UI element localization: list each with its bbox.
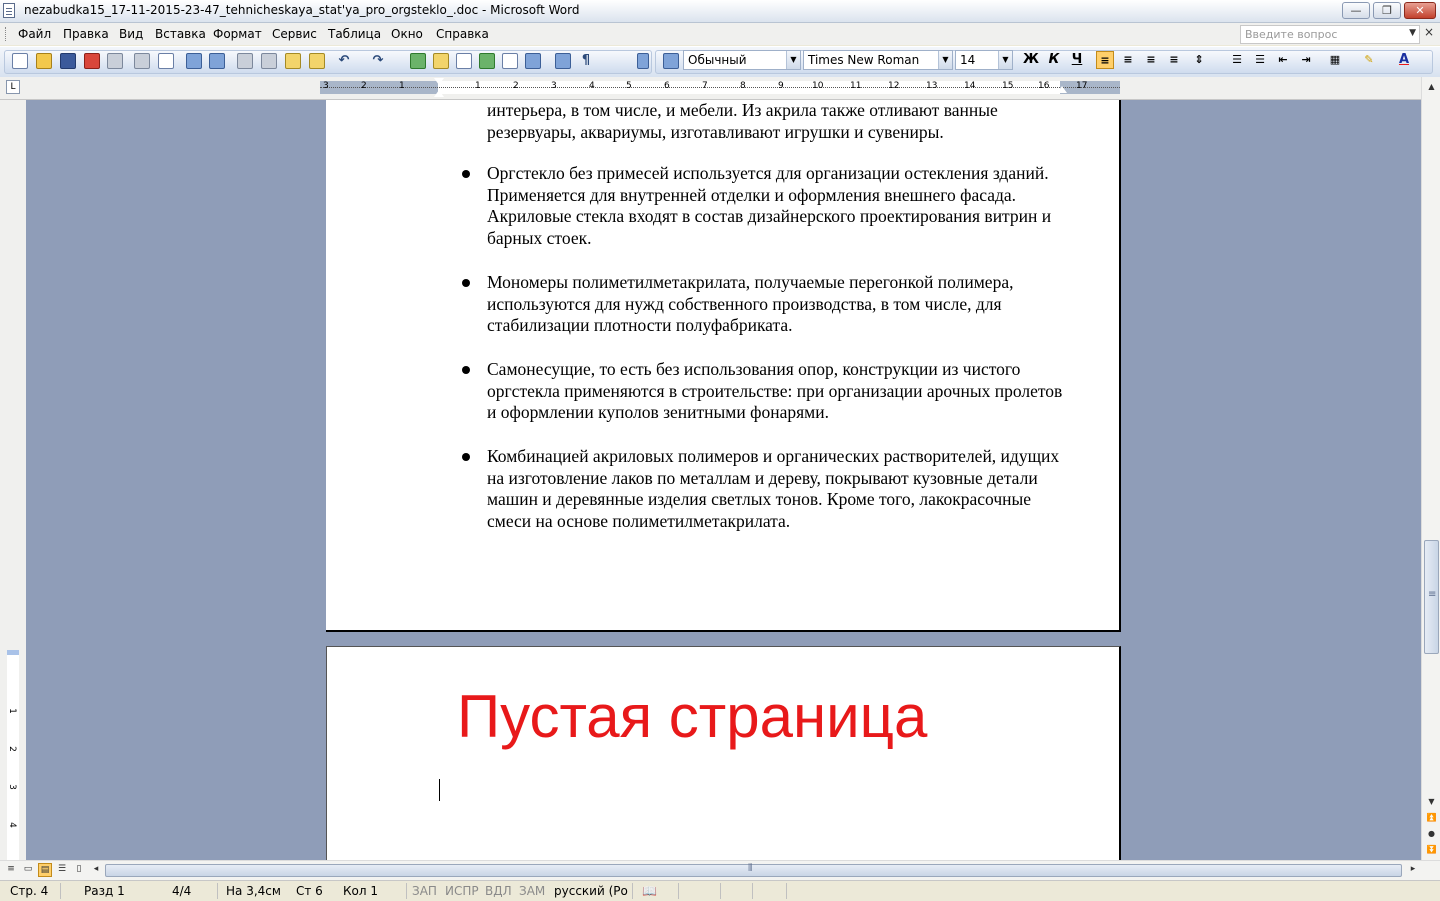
vertical-ruler[interactable] (0, 100, 27, 860)
align-center-icon[interactable]: ≡ (1123, 53, 1133, 66)
menu-tools[interactable]: Сервис (272, 27, 317, 41)
menu-help[interactable]: Справка (436, 27, 489, 41)
vertical-ruler-number: 3 (6, 784, 17, 790)
page-heading[interactable]: Пустая страница (457, 683, 928, 750)
chevron-down-icon[interactable]: ▼ (1409, 28, 1416, 38)
menu-insert[interactable]: Вставка (155, 27, 206, 41)
line-spacing-icon[interactable]: ⇕ (1194, 53, 1204, 66)
vertical-scrollbar[interactable] (1421, 77, 1440, 860)
ruler-number: 6 (664, 81, 670, 91)
ruler-number: 2 (513, 81, 519, 91)
status-page-count[interactable]: 4/4 (172, 884, 192, 898)
copy-icon[interactable] (261, 53, 277, 69)
ruler-number: 1 (475, 81, 481, 91)
style-select[interactable] (683, 50, 801, 70)
list-item[interactable]: Самонесущие, то есть без использования опор, конструкции из чистого оргстекла применяются в строительстве: при организации арочных пролетов и оформлении куполов зенитными фонарями. (487, 359, 1063, 422)
title-bar (0, 0, 1440, 23)
vertical-ruler-number: 1 (6, 708, 17, 714)
borders-icon[interactable]: ▦ (1329, 53, 1341, 66)
ruler-number: 13 (926, 81, 938, 91)
print-icon[interactable] (134, 53, 150, 69)
text-cursor (439, 779, 440, 801)
horizontal-ruler-row (0, 77, 1440, 100)
print-layout-icon[interactable]: ▤ (38, 863, 52, 877)
status-bar (0, 880, 1440, 901)
first-line-indent-marker[interactable] (434, 78, 444, 85)
status-track-changes[interactable]: ИСПР (445, 884, 479, 898)
document-close-button[interactable]: × (1424, 25, 1435, 39)
bullet-icon (462, 170, 470, 178)
word-document-icon[interactable] (3, 3, 15, 18)
style-select-value: Обычный (688, 53, 747, 67)
pilcrow-icon[interactable]: ¶ (581, 53, 591, 68)
list-item[interactable]: Мономеры полиметилметакрилата, получаемые перегонкой полимера, используются для нужд собственного производства, в том числе, для стабилизации плотности полуфабриката. (487, 272, 1014, 335)
ruler-number: 16 (1038, 81, 1050, 91)
status-separator (406, 883, 407, 899)
menu-file[interactable]: Файл (18, 27, 52, 41)
menu-view[interactable]: Вид (119, 27, 144, 41)
outline-view-icon[interactable]: ☰ (57, 864, 67, 874)
toolbar-options-icon[interactable] (637, 53, 649, 69)
ruler-number: 14 (964, 81, 976, 91)
bullet-icon (462, 453, 470, 461)
ruler-number: 12 (888, 81, 900, 91)
document-map-icon[interactable] (555, 53, 571, 69)
underline-button[interactable]: Ч (1071, 52, 1083, 67)
status-overtype[interactable]: ЗАМ (519, 884, 546, 898)
status-separator (217, 883, 218, 899)
status-extend[interactable]: ВДЛ (485, 884, 512, 898)
bullets-icon[interactable]: ☰ (1255, 53, 1265, 66)
normal-view-icon[interactable]: ≡ (7, 864, 15, 874)
email-icon[interactable] (107, 53, 123, 69)
ruler-number: 3 (323, 81, 329, 91)
chevron-down-icon[interactable]: ▼ (998, 51, 1012, 69)
close-button[interactable]: ✕ (1404, 2, 1436, 19)
ruler-number: 8 (740, 81, 746, 91)
document-page[interactable] (326, 646, 1121, 860)
redo-icon[interactable]: ↷ (372, 53, 384, 68)
font-select[interactable] (803, 50, 953, 70)
scroll-right-icon[interactable]: ▸ (1410, 864, 1416, 874)
insert-excel-icon[interactable] (479, 53, 495, 69)
horizontal-scroll-thumb[interactable] (105, 864, 1402, 877)
paste-icon[interactable] (285, 53, 301, 69)
vertical-ruler-text-area (7, 655, 19, 860)
menu-window[interactable]: Окно (391, 27, 423, 41)
ask-question-placeholder: Введите вопрос (1245, 28, 1338, 41)
vertical-ruler-number: 4 (6, 822, 17, 828)
ruler-number: 17 (1076, 81, 1088, 91)
undo-icon[interactable]: ↶ (338, 53, 350, 68)
font-size-select[interactable] (955, 50, 1013, 70)
ruler-number: 4 (589, 81, 595, 91)
ruler-number: 2 (361, 81, 367, 91)
status-language[interactable]: русский (Ро (554, 884, 628, 898)
previous-page-icon[interactable]: ⏫ (1426, 813, 1437, 822)
status-line[interactable]: Ст 6 (296, 884, 323, 898)
status-position[interactable]: На 3,4см (226, 884, 281, 898)
scroll-down-icon[interactable]: ▼ (1428, 797, 1435, 806)
status-separator (752, 883, 753, 899)
right-indent-marker[interactable] (1057, 86, 1067, 93)
scroll-left-icon[interactable]: ◂ (93, 864, 99, 874)
ruler-number: 9 (778, 81, 784, 91)
numbering-icon[interactable]: ☰ (1232, 53, 1242, 66)
format-painter-icon[interactable] (309, 53, 325, 69)
status-record[interactable]: ЗАП (412, 884, 437, 898)
scroll-up-icon[interactable]: ▲ (1428, 82, 1435, 91)
font-size-value: 14 (960, 53, 976, 67)
list-item[interactable]: Оргстекло без примесей используется для организации остекления зданий. Применяется для внутренней отделки и оформления внешнего фасада. Акриловые стекла входят в состав дизайнерского проектирования витрин и барных стоек. (487, 163, 1052, 248)
decrease-indent-icon[interactable]: ⇤ (1278, 53, 1288, 66)
ruler-number: 5 (626, 81, 632, 91)
font-color-icon[interactable]: A (1398, 52, 1410, 67)
chevron-down-icon[interactable]: ▼ (786, 51, 800, 69)
bullet-icon (462, 279, 470, 287)
increase-indent-icon[interactable]: ⇥ (1301, 53, 1311, 66)
ruler-number: 11 (850, 81, 862, 91)
status-separator (678, 883, 679, 899)
status-column[interactable]: Кол 1 (343, 884, 378, 898)
status-section[interactable]: Разд 1 (84, 884, 125, 898)
web-view-icon[interactable]: ▭ (23, 864, 33, 874)
spelling-icon[interactable] (186, 53, 202, 69)
align-right-icon[interactable]: ≡ (1146, 53, 1156, 66)
vertical-ruler-number: 2 (6, 746, 17, 752)
new-document-icon[interactable] (12, 53, 28, 69)
highlight-icon[interactable]: ✎ (1364, 53, 1374, 66)
select-browse-object-icon[interactable]: ● (1428, 829, 1435, 838)
horizontal-scrollbar-row (0, 860, 1440, 880)
chevron-down-icon[interactable]: ▼ (938, 51, 952, 69)
next-page-icon[interactable]: ⏬ (1426, 845, 1437, 854)
italic-button[interactable]: К (1048, 52, 1060, 67)
document-workspace[interactable] (26, 100, 1421, 860)
ruler-ticks (320, 87, 1120, 89)
list-item[interactable]: Комбинацией акриловых полимеров и органических растворителей, идущих на изготовление лаков по металлам и дереву, покрывают кузовные детали машин и деревянные изделия светлых тонов. Кроме того, лакокрасочные смеси на основе полиметилметакрилата. (487, 446, 1060, 531)
ask-question-input[interactable] (1240, 25, 1420, 44)
minimize-button[interactable]: — (1342, 2, 1370, 19)
status-page[interactable]: Стр. 4 (10, 884, 49, 898)
bold-button[interactable]: Ж (1023, 52, 1039, 67)
tables-borders-icon[interactable] (433, 53, 449, 69)
save-icon[interactable] (60, 53, 76, 69)
document-page[interactable] (326, 100, 1121, 632)
menu-format[interactable]: Формат (213, 27, 262, 41)
print-preview-icon[interactable] (158, 53, 174, 69)
status-separator (60, 883, 61, 899)
styles-formatting-icon[interactable] (663, 53, 679, 69)
bullet-icon (462, 366, 470, 374)
insert-table-icon[interactable] (456, 53, 472, 69)
ruler-number: 15 (1002, 81, 1014, 91)
permission-icon[interactable] (84, 53, 100, 69)
hanging-indent-marker[interactable] (434, 90, 444, 97)
restore-button[interactable]: ❐ (1373, 2, 1401, 19)
open-folder-icon[interactable] (36, 53, 52, 69)
status-separator (786, 883, 787, 899)
align-left-icon[interactable]: ≡ (1096, 51, 1114, 69)
drawing-icon[interactable] (525, 53, 541, 69)
menu-bar (0, 23, 1440, 45)
window-title: nezabudka15_17-11-2015-23-47_tehnicheskaya_stat'ya_pro_orgsteklo_.doc - Microsoft Word (24, 3, 580, 17)
tab-selector-icon[interactable]: L (6, 80, 20, 94)
reading-view-icon[interactable]: ▯ (76, 864, 82, 874)
font-select-value: Times New Roman (808, 53, 920, 67)
spelling-status-icon[interactable]: 📖 (642, 884, 657, 898)
justify-icon[interactable]: ≡ (1169, 53, 1179, 66)
ruler-number: 7 (702, 81, 708, 91)
ruler-number: 3 (551, 81, 557, 91)
status-separator (720, 883, 721, 899)
vertical-scroll-thumb[interactable] (1424, 540, 1439, 654)
columns-icon[interactable] (502, 53, 518, 69)
status-separator (632, 883, 633, 899)
menu-edit[interactable]: Правка (63, 27, 109, 41)
hyperlink-icon[interactable] (410, 53, 426, 69)
ruler-number: 10 (812, 81, 824, 91)
menu-grip[interactable] (5, 27, 9, 41)
cut-icon[interactable] (237, 53, 253, 69)
research-icon[interactable] (209, 53, 225, 69)
ruler-number: 1 (399, 81, 405, 91)
menu-table[interactable]: Таблица (328, 27, 382, 41)
paragraph[interactable]: интерьера, в том числе, и мебели. Из акрила также отливают ванные резервуары, аквариумы, изготавливают игрушки и сувениры. (487, 100, 998, 142)
